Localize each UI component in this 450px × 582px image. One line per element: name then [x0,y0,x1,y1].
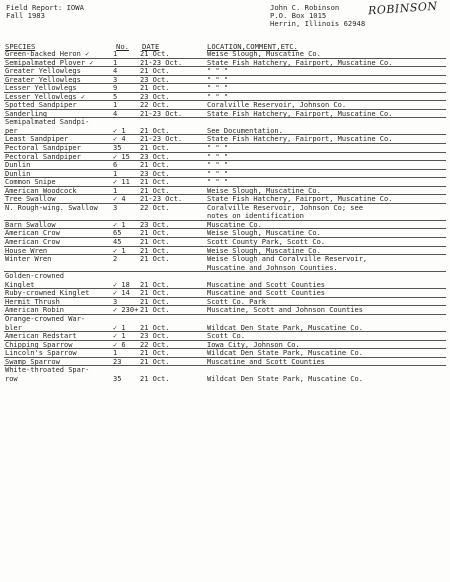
location-cell: Muscatine Co. [207,220,262,229]
species-cell: American Crow [5,229,60,238]
table-row [0,289,450,298]
date-cell: 21 Oct. [140,374,170,383]
table-row [0,59,450,68]
species-cell: Ruby-crowned Kinglet [5,289,90,298]
location-cell: " " " [207,178,229,187]
date-cell: 21 Oct. [140,186,170,195]
location-cell: " " " [207,75,229,84]
location-cell: Wildcat Den State Park, Muscatine Co. [207,323,363,332]
location-cell: Iowa City, Johnson Co. [207,340,300,349]
location-cell: Scott Co. Park [207,297,267,306]
count-cell: 1 [113,50,118,58]
count-cell: 23 [113,357,122,366]
count-cell: ✓ 11 [113,178,130,187]
species-cell: per [5,126,18,135]
table-row [0,187,450,196]
species-cell: American Crow [5,238,60,247]
count-cell: 35 [113,374,122,383]
species-cell: bler [5,323,22,332]
observer-address-block [270,4,365,28]
table-row [0,127,450,136]
table-row [0,76,450,85]
date-cell: 22 Oct. [140,101,170,110]
count-cell: 1 [113,169,118,178]
date-cell: 21 Oct. [140,297,170,306]
date-cell: 21 Oct. [140,289,170,298]
column-header-number: No. [116,42,129,51]
count-cell: 9 [113,84,118,93]
table-row [0,306,450,315]
count-cell: ✓ 1 [113,126,126,135]
handwritten-signature: ROBINSON [367,0,438,18]
date-cell: 21 Oct. [140,323,170,332]
table-row [0,375,450,384]
table-row [0,204,450,213]
count-cell: ✓ 6 [113,340,126,349]
location-cell: Weise Slough, Muscatine Co. [207,50,321,58]
table-row [0,101,450,110]
table-row [0,324,450,333]
species-cell: House Wren [5,246,48,255]
species-cell: Sanderling [5,109,48,118]
count-cell: 1 [113,101,118,110]
location-cell: " " " [207,152,229,161]
date-cell: 21 Oct. [140,238,170,247]
location-cell: Muscatine, Scott and Johnson Counties [207,306,363,315]
table-row [0,255,450,264]
date-cell: 23 Oct. [140,220,170,229]
count-cell: 3 [113,203,118,212]
location-cell: " " " [207,161,229,170]
species-cell: Pectoral Sandpiper [5,144,81,153]
table-row [0,144,450,153]
species-cell: Chipping Sparrow [5,340,73,349]
count-cell: 2 [113,255,118,264]
species-cell: Kinglet [5,280,35,289]
count-cell: 4 [113,67,118,76]
table-row [0,161,450,170]
species-cell: Lesser Yellowlegs ✓ [5,92,86,101]
location-cell: State Fish Hatchery, Fairport, Muscatine Co. [207,195,393,204]
location-cell: Muscatine and Johnson Counties. [207,263,338,272]
count-cell: ✓ 4 [113,135,126,144]
date-cell: 23 Oct. [140,332,170,341]
table-row [0,264,450,273]
date-cell: 21-23 Oct. [140,195,183,204]
count-cell: ✓ 4 [113,195,126,204]
table-row [0,247,450,256]
species-cell: Lincoln's Sparrow [5,349,77,358]
table-row [0,110,450,119]
date-cell: 21 Oct. [140,126,170,135]
table-row [0,153,450,162]
count-cell: ✓ 1 [113,332,126,341]
species-cell: Green-backed Heron ✓ [5,50,90,58]
count-cell: 3 [113,297,118,306]
species-cell: Tree Swallow [5,195,56,204]
column-header-date: DATE [142,42,160,51]
date-cell: 23 Oct. [140,152,170,161]
species-cell: Greater Yellowlegs [5,75,81,84]
count-cell: 5 [113,92,118,101]
count-cell: 4 [113,109,118,118]
species-cell: Least Sandpiper [5,135,69,144]
table-row [0,118,450,127]
species-cell: Lesser Yellowlegs [5,84,77,93]
table-row [0,298,450,307]
count-cell: 6 [113,161,118,170]
date-cell: 21 Oct. [140,50,170,58]
count-cell: ✓ 230+ [113,306,139,315]
species-cell: Greater Yellowlegs [5,67,81,76]
date-cell: 21 Oct. [140,255,170,264]
date-cell: 21 Oct. [140,280,170,289]
date-cell: 22 Oct. [140,203,170,212]
table-row [0,238,450,247]
location-cell: State Fish Hatchery, Fairport, Muscatine Co. [207,109,393,118]
date-cell: 21 Oct. [140,349,170,358]
date-cell: 21 Oct. [140,178,170,187]
species-cell: Winter Wren [5,255,52,264]
date-cell: 21-23 Oct. [140,135,183,144]
date-cell: 21 Oct. [140,306,170,315]
observer-name: John C. Robinson [270,3,340,12]
location-cell: State Fish Hatchery, Fairport, Muscatine Co. [207,58,393,67]
count-cell: ✓ 1 [113,246,126,255]
species-cell: Hermit Thrush [5,297,60,306]
count-cell: ✓ 15 [113,152,130,161]
location-cell: Weise Slough, Muscatine Co. [207,229,321,238]
table-row [0,178,450,187]
species-cell: Swamp Sparrow [5,357,60,366]
count-cell: 1 [113,58,118,67]
table-row [0,212,450,221]
date-cell: 21-23 Oct. [140,58,183,67]
location-cell: Weise Slough and Coralville Reservoir, [207,255,368,264]
date-cell: 21-23 Oct. [140,109,183,118]
sightings-table [0,50,450,383]
date-cell: 21 Oct. [140,246,170,255]
species-cell: American Redstart [5,332,77,341]
species-cell: row [5,374,18,383]
location-cell: " " " [207,84,229,93]
species-cell: Dunlin [5,161,31,170]
table-row [0,93,450,102]
date-cell: 21 Oct. [140,84,170,93]
column-header-location: LOCATION,COMMENT,ETC. [207,42,298,51]
count-cell: 1 [113,349,118,358]
table-row [0,349,450,358]
report-title-block [6,4,84,20]
date-cell: 23 Oct. [140,92,170,101]
table-row [0,332,450,341]
species-cell: American Robin [5,306,65,315]
count-cell: 65 [113,229,122,238]
species-cell: Semipalmated Plover ✓ [5,58,94,67]
species-cell: White-throated Spar- [5,366,90,375]
location-cell: " " " [207,67,229,76]
species-cell: Golden-crowned [5,272,65,281]
species-cell: Orange-crowned War- [5,314,86,323]
location-cell: Wildcat Den State Park, Muscatine Co. [207,374,363,383]
column-header-species: SPECIES [5,42,36,51]
location-cell: Muscatine and Scott Counties [207,289,326,298]
species-cell: Pectoral Sandpiper [5,152,81,161]
table-row [0,341,450,350]
date-cell: 23 Oct. [140,169,170,178]
date-cell: 21 Oct. [140,357,170,366]
location-cell: Coralville Reservoir, Johnson Co. [207,101,347,110]
table-row [0,84,450,93]
date-cell: 21 Oct. [140,161,170,170]
location-cell: " " " [207,144,229,153]
location-cell: " " " [207,169,229,178]
location-cell: State Fish Hatchery, Fairport, Muscatine Co. [207,135,393,144]
table-row [0,221,450,230]
count-cell: ✓ 1 [113,323,126,332]
date-cell: 22 Oct. [140,340,170,349]
table-row [0,170,450,179]
count-cell: ✓ 14 [113,289,130,298]
location-cell: " " " [207,92,229,101]
table-row [0,229,450,238]
location-cell: Muscatine and Scott Counties [207,280,326,289]
location-cell: Coralville Reservoir, Johnson Co; see [207,203,363,212]
location-cell: Muscatine and Scott Counties [207,357,326,366]
observer-city: Herrin, Illinois 62948 [270,19,366,28]
date-cell: 21 Oct. [140,144,170,153]
report-season: Fall 1983 [6,11,45,20]
table-row [0,281,450,290]
table-row [0,358,450,367]
count-cell: 3 [113,75,118,84]
location-cell: Scott County Park, Scott Co. [207,238,326,247]
table-row [0,135,450,144]
table-row [0,366,450,375]
location-cell: notes on identification [207,212,304,221]
species-cell: Dunlin [5,169,31,178]
table-row [0,315,450,324]
location-cell: Scott Co. [207,332,245,341]
count-cell: ✓ 1 [113,220,126,229]
species-cell: American Woodcock [5,186,77,195]
table-row [0,272,450,281]
species-cell: Spotted Sandpiper [5,101,77,110]
date-cell: 21 Oct. [140,229,170,238]
count-cell: ✓ 18 [113,280,130,289]
species-cell: Common Snipe [5,178,56,187]
species-cell: N. Rough-wing. Swallow [5,203,98,212]
count-cell: 35 [113,144,122,153]
species-cell: Barn Swallow [5,220,56,229]
location-cell: Wildcat Den State Park, Muscatine Co. [207,349,363,358]
count-cell: 1 [113,186,118,195]
observer-po-box: P.O. Box 1015 [270,11,327,20]
report-title: Field Report: IOWA [6,3,84,12]
table-row [0,67,450,76]
location-cell: Weise Slough, Muscatine Co. [207,186,321,195]
species-cell: Semipalmated Sandpi- [5,118,90,127]
table-row [0,50,450,59]
count-cell: 45 [113,238,122,247]
table-row [0,195,450,204]
location-cell: Weise Slough, Muscatine Co. [207,246,321,255]
date-cell: 21 Oct. [140,67,170,76]
date-cell: 23 Oct. [140,75,170,84]
location-cell: See Documentation. [207,126,283,135]
